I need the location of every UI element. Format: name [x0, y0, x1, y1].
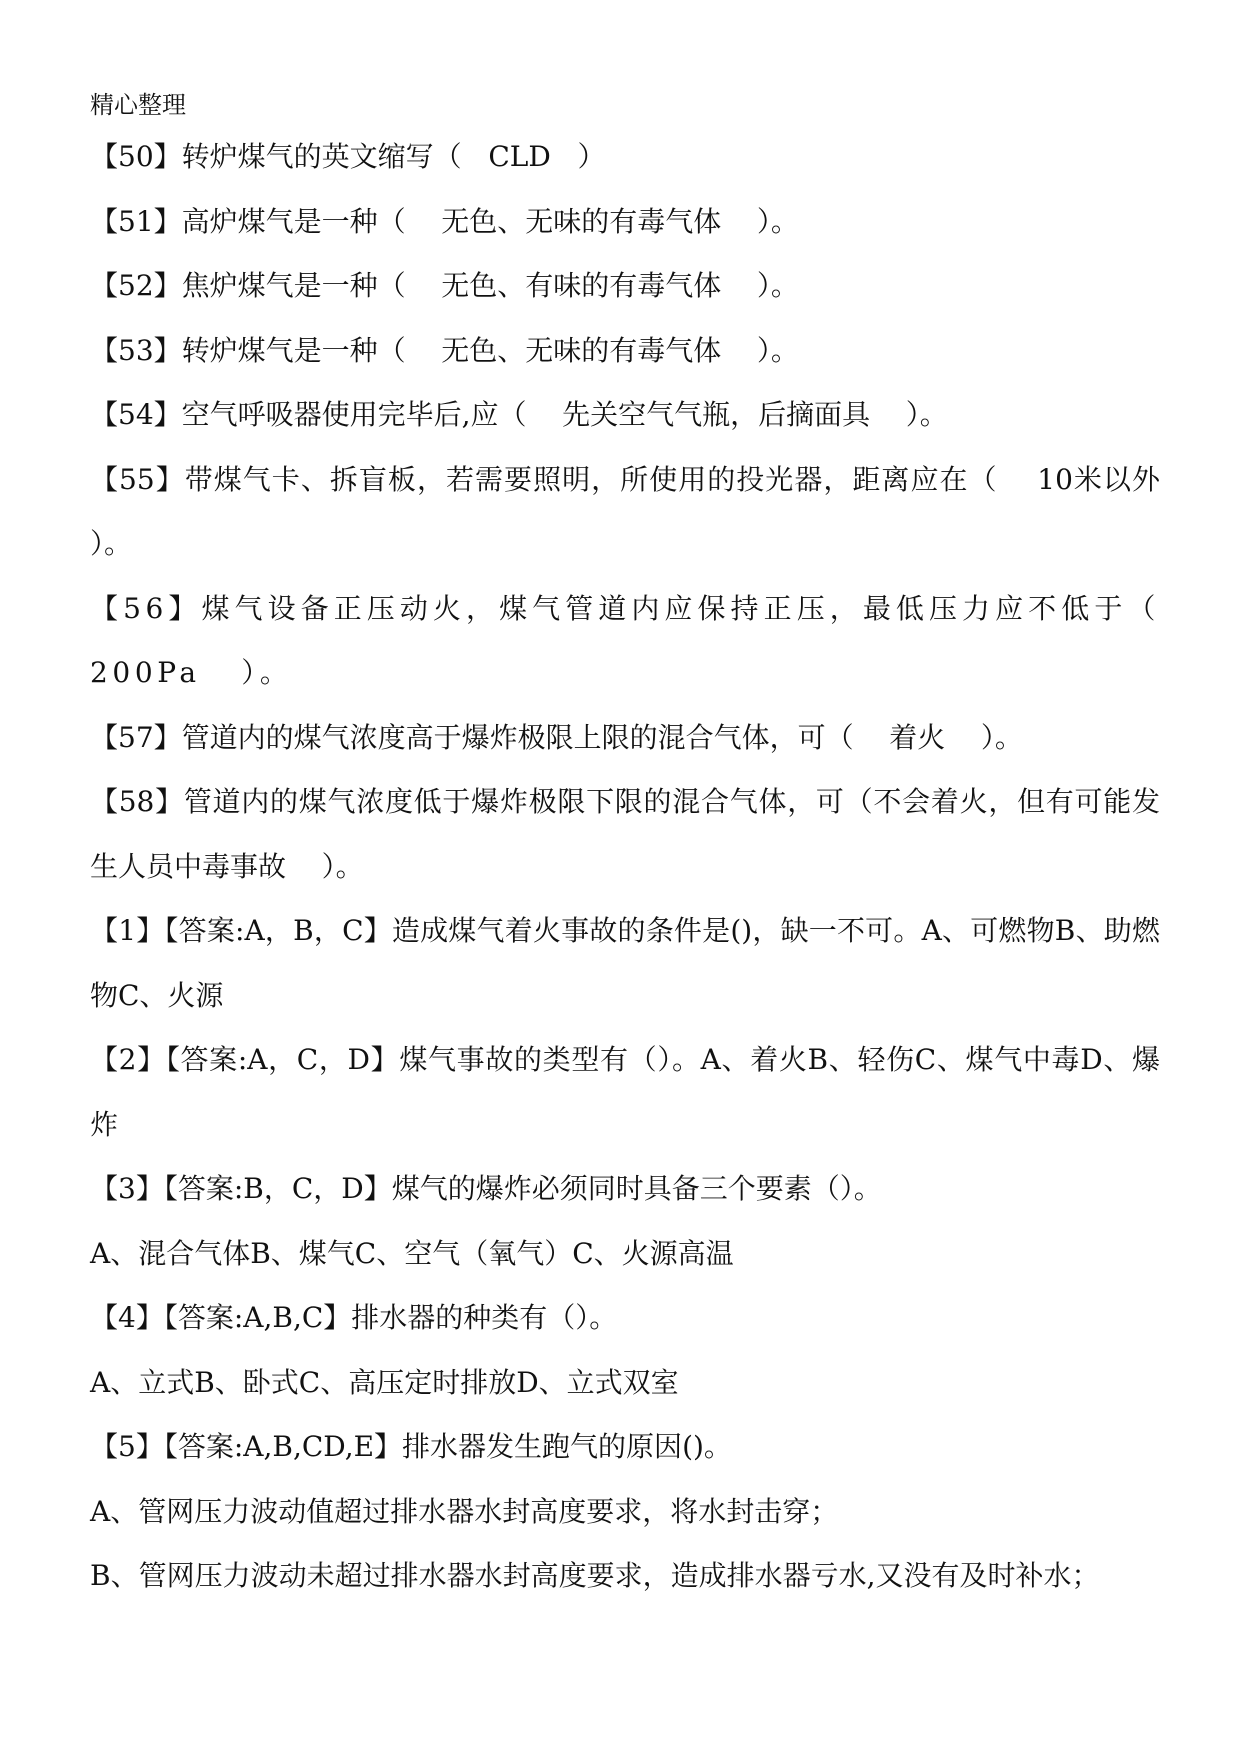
question-57: 【57】管道内的煤气浓度高于爆炸极限上限的混合气体，可（ 着火 ）。: [90, 720, 1023, 754]
question-56: 【56】煤气设备正压动火，煤气管道内应保持正压，最低压力应不低于（ 200Pa ）。: [90, 591, 1201, 689]
question-51: 【51】高炉煤气是一种（ 无色、无味的有毒气体 ）。: [90, 204, 799, 238]
question-53: 【53】转炉煤气是一种（ 无色、无味的有毒气体 ）。: [90, 333, 799, 367]
question-54: 【54】空气呼吸器使用完毕后,应（ 先关空气气瓶，后摘面具 ）。: [90, 398, 948, 431]
answer-question-4: 【4】【答案:A,B,C】排水器的种类有（）。: [90, 1301, 618, 1334]
answer-question-2: 【2】【答案:A，C，D】煤气事故的类型有（）。A、着火B、轻伤C、煤气中毒D、爆炸: [90, 1043, 1160, 1141]
question-55: 【55】带煤气卡、拆盲板，若需要照明，所使用的投光器，距离应在（ 10米以外 ）。: [90, 462, 1196, 560]
document-body: [90, 125, 1201, 1609]
question-5-option-a: A、管网压力波动值超过排水器水封高度要求，将水封击穿；: [90, 1494, 839, 1528]
question-52: 【52】焦炉煤气是一种（ 无色、有味的有毒气体 ）。: [90, 269, 799, 302]
answer-question-1: 【1】【答案:A，B，C】造成煤气着火事故的条件是()，缺一不可。A、可燃物B、助燃物C、火源: [90, 914, 1160, 1012]
answer-question-3: 【3】【答案:B，C，D】煤气的爆炸必须同时具备三个要素（）。: [90, 1172, 882, 1205]
question-4-options: A、立式B、卧式C、高压定时排放D、立式双室: [90, 1365, 679, 1399]
question-5-option-b: B、管网压力波动未超过排水器水封高度要求，造成排水器亏水,又没有及时补水；: [90, 1559, 1100, 1592]
question-50: 【50】转炉煤气的英文缩写（ CLD ）: [90, 140, 606, 173]
question-58: 【58】管道内的煤气浓度低于爆炸极限下限的混合气体，可（不会着火，但有可能发生人员中毒事故 ）。: [90, 785, 1160, 883]
page-header: 精心整理: [90, 91, 186, 119]
answer-question-5: 【5】【答案:A,B,CD,E】排水器发生跑气的原因()。: [90, 1430, 732, 1463]
question-3-options: A、混合气体B、煤气C、空气（氧气）C、火源高温: [90, 1236, 734, 1270]
